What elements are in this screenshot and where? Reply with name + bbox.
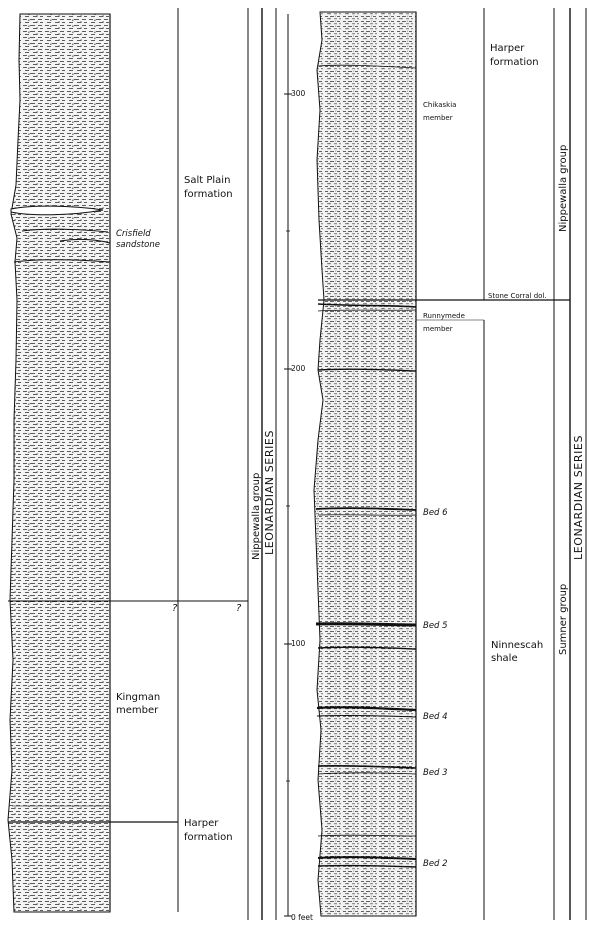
crisfield-name: Crisfield (116, 229, 151, 239)
scale-label-300: 300 (291, 89, 306, 98)
ninnescah-name: Ninnescah (491, 640, 544, 651)
sumner-group-right: Sumner group (558, 583, 569, 655)
stone-corral-label: Stone Corral dol. (488, 292, 547, 300)
harper-formation-right-name: Harper (490, 43, 525, 54)
leonardian-series-left: LEONARDIAN SERIES (263, 429, 276, 555)
salt-plain-formation-suffix: formation (184, 189, 233, 200)
left-section (8, 8, 276, 920)
ninnescah-suffix: shale (491, 653, 518, 664)
kingman-member-suffix: member (116, 705, 159, 716)
kingman-member-name: Kingman (116, 692, 161, 703)
chikaskia-member-name: Chikaskia (423, 101, 457, 109)
runnymede-member-suffix: member (423, 325, 453, 333)
harper-formation-right-suffix: formation (490, 57, 539, 68)
left-lithologic-column (8, 14, 110, 912)
bed-3-label: Bed 3 (423, 768, 448, 778)
uncertain-mark-right: ? (236, 603, 242, 614)
right-lithologic-column (314, 12, 416, 916)
uncertain-mark-left: ? (172, 603, 178, 614)
bed-5-label: Bed 5 (423, 621, 448, 631)
nippewalla-group-right: Nippewalla group (558, 144, 569, 232)
bed-4-label: Bed 4 (423, 712, 448, 722)
nippewalla-group-left: Nippewalla group (251, 472, 262, 560)
bed-2-label: Bed 2 (423, 859, 448, 869)
leonardian-series-right: LEONARDIAN SERIES (572, 434, 585, 560)
harper-formation-left-name: Harper (184, 818, 219, 829)
scale-label-100: 100 (291, 639, 306, 648)
bed-5-line (316, 624, 416, 625)
harper-formation-left-suffix: formation (184, 832, 233, 843)
bed-6-label: Bed 6 (423, 508, 448, 518)
crisfield-suffix: sandstone (116, 240, 160, 250)
scale-label-200: 200 (291, 364, 306, 373)
scale-label-0-feet: 0 feet (291, 913, 313, 922)
chikaskia-member-suffix: member (423, 114, 453, 122)
salt-plain-formation-name: Salt Plain (184, 175, 231, 186)
right-section (284, 8, 586, 922)
runnymede-member-name: Runnymede (423, 312, 465, 320)
